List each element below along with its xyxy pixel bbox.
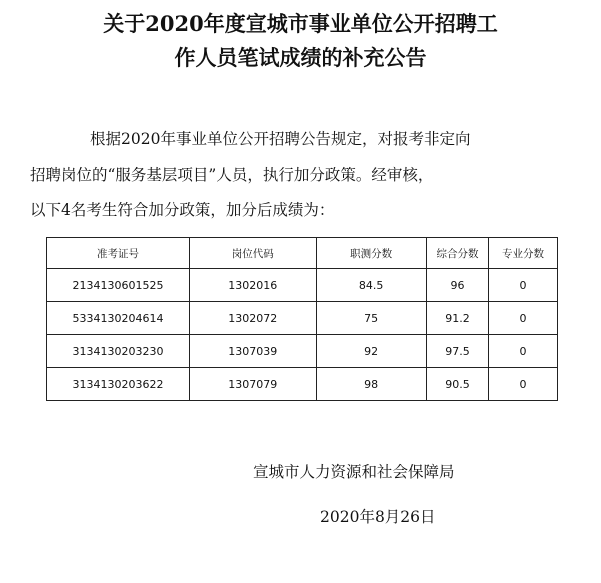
header-exam-id: 准考证号 [47,238,190,269]
header-position-code: 岗位代码 [190,238,317,269]
table-row [47,335,558,368]
cell-aptitude-score: 92 [316,335,426,368]
issue-date: 2020年8月26日 [320,508,436,526]
cell-aptitude-score: 75 [316,302,426,335]
cell-aptitude-score: 84.5 [316,269,426,302]
cell-professional-score: 0 [489,302,558,335]
header-total-score: 综合分数 [426,238,488,269]
cell-exam-id: 3134130203230 [47,335,190,368]
cell-total-score: 96 [426,269,488,302]
cell-total-score: 97.5 [426,335,488,368]
cell-professional-score: 0 [489,368,558,401]
table-row [47,302,558,335]
cell-position-code: 1307079 [190,368,317,401]
table-row [47,368,558,401]
cell-position-code: 1307039 [190,335,317,368]
header-aptitude-score: 职测分数 [316,238,426,269]
cell-position-code: 1302072 [190,302,317,335]
paragraph-line-1: 根据2020年事业单位公开招聘公告规定，对报考非定向 [90,130,471,148]
cell-total-score: 90.5 [426,368,488,401]
score-table [46,237,558,401]
table-row [47,269,558,302]
issuing-organization: 宣城市人力资源和社会保障局 [253,463,455,481]
cell-total-score: 91.2 [426,302,488,335]
cell-professional-score: 0 [489,269,558,302]
paragraph-line-2: 招聘岗位的“服务基层项目”人员，执行加分政策。经审核， [30,166,434,184]
cell-professional-score: 0 [489,335,558,368]
paragraph-line-3: 以下4名考生符合加分政策，加分后成绩为： [30,201,335,219]
cell-aptitude-score: 98 [316,368,426,401]
title-line-1: 关于2020年度宣城市事业单位公开招聘工 [103,11,498,36]
cell-exam-id: 3134130203622 [47,368,190,401]
title-line-2: 作人员笔试成绩的补充公告 [174,45,427,70]
cell-exam-id: 2134130601525 [47,269,190,302]
header-professional-score: 专业分数 [489,238,558,269]
table-header-row [47,238,558,269]
cell-position-code: 1302016 [190,269,317,302]
cell-exam-id: 5334130204614 [47,302,190,335]
